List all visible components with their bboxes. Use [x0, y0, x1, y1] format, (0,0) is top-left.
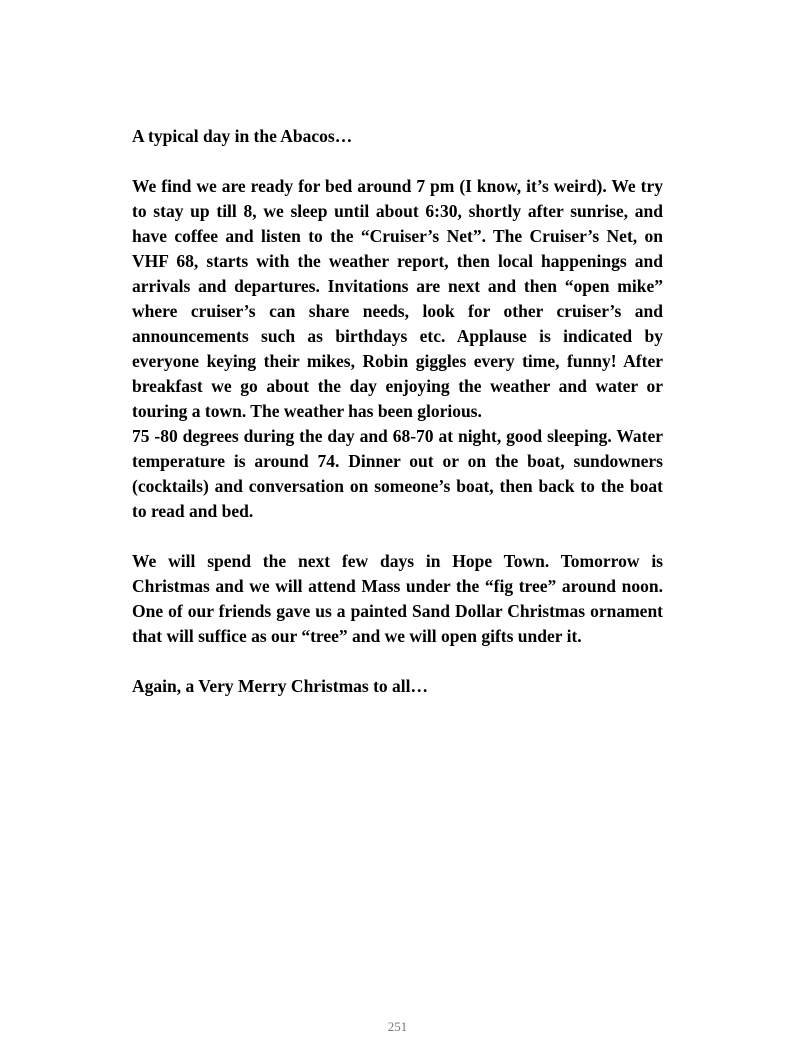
document-heading: A typical day in the Abacos…	[132, 126, 353, 146]
document-body	[132, 124, 663, 699]
page-number: 251	[387, 1019, 408, 1034]
paragraph-hope-town: We will spend the next few days in Hope Town. Tomorrow is Christmas and we will attend Mass under the “fig tree” around noon. One of our friends gave us a painted Sand Dollar Christmas ornament that will suffice as our “tree” and we will open gifts under it.	[132, 551, 663, 646]
paragraph-weather: 75 -80 degrees during the day and 68-70 at night, good sleeping. Water temperature is around 74. Dinner out or on the boat, sundowners (cocktails) and conversation on someone’s boat, then back to the boat to read and bed.	[132, 426, 663, 521]
paragraph-daily-routine: We find we are ready for bed around 7 pm (I know, it’s weird). We try to stay up till 8, we sleep until about 6:30, shortly after sunrise, and have coffee and listen to the “Cruiser’s Net”. The Cruiser’s Net, on VHF 68, starts with the weather report, then local happenings and arrivals and departures. Invitations are next and then “open mike” where cruiser’s can share needs, look for other cruiser’s and announcements such as birthdays etc. Applause is indicated by everyone keying their mikes, Robin giggles every time, funny! After breakfast we go about the day enjoying the weather and water or touring a town. The weather has been glorious.	[132, 176, 663, 421]
paragraph-closing: Again, a Very Merry Christmas to all…	[132, 676, 429, 696]
